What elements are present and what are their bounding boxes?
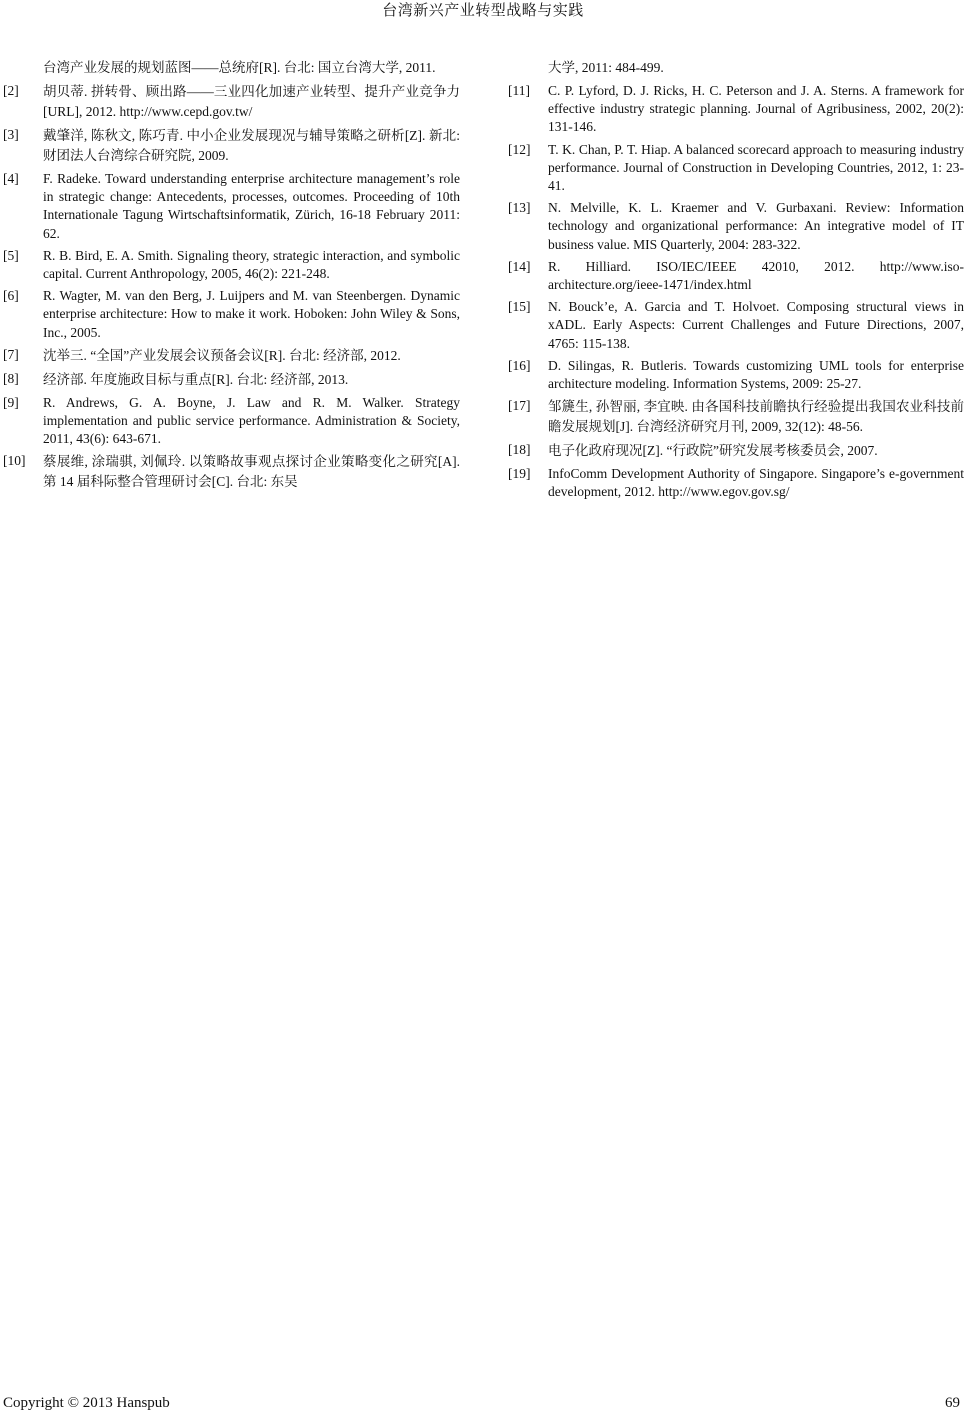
reference-number: [7] [3,346,19,362]
reference-item [508,397,964,437]
reference-number: [13] [508,200,531,216]
reference-item [508,465,964,501]
reference-item [508,298,964,353]
reference-text: F. Radeke. Toward understanding enterprise architecture management’s role in strategic change: Antecedents, processes, outcomes. Proceeding of 10th Internationale Tagung Wirtschaftsinformatik, Zürich, 16-18 February 2011: 62. [43,171,460,241]
reference-item [3,394,460,449]
reference-number: [10] [3,453,26,469]
references-left-column [3,58,460,496]
reference-item [508,141,964,196]
reference-text: 胡贝蒂. 拼转骨、顾出路——三业四化加速产业转型、提升产业竞争力[URL], 2012. http://www.cepd.gov.tw/ [43,84,460,119]
reference-number: [17] [508,398,531,414]
reference-text: R. Hilliard. ISO/IEC/IEEE 42010, 2012. http://www.iso-architecture.org/ieee-1471/index.html [548,258,964,293]
reference-item [3,247,460,283]
reference-item [3,58,460,78]
reference-item [3,346,460,366]
reference-number: [9] [3,394,19,410]
reference-text: 蔡展维, 涂瑞骐, 刘佩玲. 以策略故事观点探讨企业策略变化之研究[A]. 第 14 届科际整合管理研讨会[C]. 台北: 东吴 [43,454,460,490]
reference-item [508,82,964,137]
reference-number: [5] [3,247,19,263]
reference-item [508,258,964,294]
reference-text: 经济部. 年度施政目标与重点[R]. 台北: 经济部, 2013. [43,371,349,387]
reference-text: N. Bouck’e, A. Garcia and T. Holvoet. Composing structural views in xADL. Early Aspects: Current Challenges and Future Directions, 2007, 4765: 115-138. [548,299,964,351]
reference-text: R. Wagter, M. van den Berg, J. Luijpers and M. van Steenbergen. Dynamic enterprise architecture: How to make it work. Hoboken: John Wiley & Sons, Inc., 2005. [43,288,460,340]
page-number: 69 [945,1395,960,1411]
reference-item [3,170,460,243]
reference-item [508,58,964,78]
reference-item [508,441,964,461]
reference-text: R. B. Bird, E. A. Smith. Signaling theory, strategic interaction, and symbolic capital. Current Anthropology, 2005, 46(2): 221-248. [43,247,460,282]
reference-text: 大学, 2011: 484-499. [548,60,664,75]
copyright-notice: Copyright © 2013 Hanspub [3,1395,170,1411]
references-right-column [508,58,964,506]
running-header: 台湾新兴产业转型战略与实践 [382,3,584,19]
reference-number [508,58,548,78]
reference-item [3,452,460,492]
reference-text: 电子化政府现况[Z]. “行政院”研究发展考核委员会, 2007. [548,443,878,459]
reference-number: [19] [508,466,531,482]
reference-text: N. Melville, K. L. Kraemer and V. Gurbaxani. Review: Information technology and organizational performance: An integrative model of IT business value. MIS Quarterly, 2004: 283-322. [548,200,964,252]
reference-item [3,370,460,390]
reference-item [3,126,460,166]
reference-text: 戴肇洋, 陈秋文, 陈巧青. 中小企业发展现况与辅导策略之研析[Z]. 新北: 财团法人台湾综合研究院, 2009. [43,128,460,163]
reference-number: [15] [508,299,531,315]
reference-number: [6] [3,288,19,304]
reference-number: [3] [3,127,19,142]
reference-item [508,357,964,393]
reference-number: [11] [508,83,530,98]
reference-number [3,58,43,78]
reference-number: [12] [508,141,531,157]
reference-number: [2] [3,83,19,98]
reference-text: 台湾产业发展的规划蓝图——总统府[R]. 台北: 国立台湾大学, 2011. [43,60,436,75]
reference-text: T. K. Chan, P. T. Hiap. A balanced scorecard approach to measuring industry performance. Journal of Construction in Developing Countries, 2012, 1: 23-41. [548,141,964,194]
reference-text: 沈举三. “全国”产业发展会议预备会议[R]. 台北: 经济部, 2012. [43,347,401,363]
reference-item [508,199,964,254]
reference-item [3,82,460,122]
reference-text: D. Silingas, R. Butleris. Towards customizing UML tools for enterprise architecture modeling. Information Systems, 2009: 25-27. [548,357,964,392]
reference-number: [16] [508,357,531,373]
reference-text: 邹篪生, 孙智丽, 李宜映. 由各国科技前瞻执行经验提出我国农业科技前瞻发展规划[J]. 台湾经济研究月刊, 2009, 32(12): 48-56. [548,399,964,435]
reference-text: R. Andrews, G. A. Boyne, J. Law and R. M. Walker. Strategy implementation and public service performance. Administration & Society, 2011, 43(6): 643-671. [43,394,460,447]
reference-number: [18] [508,442,531,458]
reference-number: [4] [3,171,19,186]
reference-text: InfoComm Development Authority of Singapore. Singapore’s e-government development, 2012. http://www.egov.gov.sg/ [548,466,964,500]
reference-text: C. P. Lyford, D. J. Ricks, H. C. Peterson and J. A. Sterns. A framework for effective industry strategic planning. Journal of Agribusiness, 2002, 20(2): 131-146. [548,83,964,135]
reference-number: [14] [508,258,531,274]
reference-number: [8] [3,370,19,386]
reference-item [3,287,460,342]
